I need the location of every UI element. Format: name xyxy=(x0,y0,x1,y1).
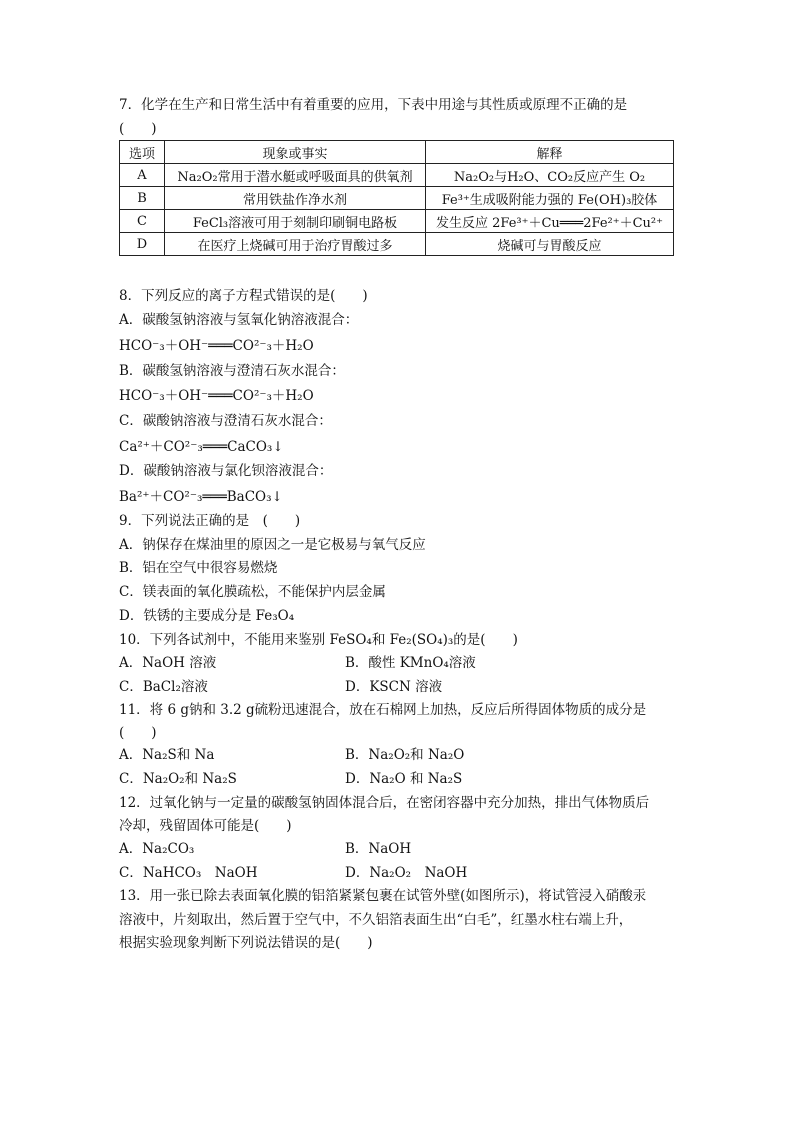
q11-stem: 11．将 6 g钠和 3.2 g硫粉迅速混合，放在石棉网上加热，反应后所得固体物质的成分是 xyxy=(119,702,647,718)
q10-option-a: A．NaOH 溶液 xyxy=(119,655,217,671)
q8-option-a-equation: HCO⁻₃＋OH⁻═══CO²⁻₃＋H₂O xyxy=(119,338,314,354)
q11-option-c: C．Na₂O₂和 Na₂S xyxy=(119,771,237,787)
q10-option-d: D．KSCN 溶液 xyxy=(345,679,443,695)
q11-option-d: D．Na₂O 和 Na₂S xyxy=(345,771,463,787)
table-cell: D xyxy=(120,233,165,256)
q9-option-d: D．铁锈的主要成分是 Fe₃O₄ xyxy=(119,608,295,624)
table-cell: Fe³⁺生成吸附能力强的 Fe(OH)₃胶体 xyxy=(426,187,674,210)
table-cell: B xyxy=(120,187,165,210)
q8-option-c: C．碳酸钠溶液与澄清石灰水混合： xyxy=(119,413,332,429)
q9-stem: 9．下列说法正确的是 ( ) xyxy=(119,513,301,529)
q11-option-b: B．Na₂O₂和 Na₂O xyxy=(345,747,465,763)
q13-stem-line3: 根据实验现象判断下列说法错误的是( ) xyxy=(119,935,373,951)
q8-option-b: B．碳酸氢钠溶液与澄清石灰水混合： xyxy=(119,363,345,379)
table-header-cell: 选项 xyxy=(120,141,165,164)
q8-option-d-equation: Ba²⁺＋CO²⁻₃═══BaCO₃↓ xyxy=(119,489,283,505)
table-cell: Na₂O₂常用于潜水艇或呼吸面具的供氧剂 xyxy=(165,164,426,187)
q12-option-a: A．Na₂CO₃ xyxy=(119,841,195,857)
q8-stem: 8．下列反应的离子方程式错误的是( ) xyxy=(119,288,368,304)
table-row xyxy=(120,233,674,256)
table-cell: 烧碱可与胃酸反应 xyxy=(426,233,674,256)
q8-option-a: A．碳酸氢钠溶液与氢氧化钠溶液混合： xyxy=(119,312,359,328)
q7-stem: 7．化学在生产和日常生活中有着重要的应用，下表中用途与其性质或原理不正确的是 xyxy=(119,97,628,113)
q10-option-c: C．BaCl₂溶液 xyxy=(119,679,208,695)
table-header-row xyxy=(120,141,674,164)
table-cell: 发生反应 2Fe³⁺＋Cu═══2Fe²⁺＋Cu²⁺ xyxy=(426,210,674,233)
q9-option-b: B．铝在空气中很容易燃烧 xyxy=(119,560,278,576)
q9-option-c: C．镁表面的氧化膜疏松，不能保护内层金属 xyxy=(119,584,386,600)
table-cell: FeCl₃溶液可用于刻制印刷铜电路板 xyxy=(165,210,426,233)
q12-stem-continued: 冷却，残留固体可能是( ) xyxy=(119,818,292,834)
table-cell: 常用铁盐作净水剂 xyxy=(165,187,426,210)
table-header-cell: 现象或事实 xyxy=(165,141,426,164)
q13-stem-line1: 13．用一张已除去表面氧化膜的铝箔紧紧包裹在试管外壁(如图所示)，将试管浸入硝酸汞 xyxy=(119,888,647,904)
q10-option-b: B．酸性 KMnO₄溶液 xyxy=(345,655,476,671)
table-row xyxy=(120,210,674,233)
q12-stem: 12．过氧化钠与一定量的碳酸氢钠固体混合后，在密闭容器中充分加热，排出气体物质后 xyxy=(119,795,650,811)
q12-option-d: D．Na₂O₂ NaOH xyxy=(345,865,468,881)
q11-option-a: A．Na₂S和 Na xyxy=(119,747,215,763)
table-cell: 在医疗上烧碱可用于治疗胃酸过多 xyxy=(165,233,426,256)
q7-table xyxy=(119,140,674,256)
q8-option-b-equation: HCO⁻₃＋OH⁻═══CO²⁻₃＋H₂O xyxy=(119,388,314,404)
q11-paren: ( ) xyxy=(119,725,157,741)
table-header-cell: 解释 xyxy=(426,141,674,164)
q9-option-a: A．钠保存在煤油里的原因之一是它极易与氧气反应 xyxy=(119,537,426,553)
table-cell: Na₂O₂与H₂O、CO₂反应产生 O₂ xyxy=(426,164,674,187)
q10-stem: 10．下列各试剂中，不能用来鉴别 FeSO₄和 Fe₂(SO₄)₃的是( ) xyxy=(119,632,518,648)
q7-paren: ( ) xyxy=(119,121,157,137)
table-row xyxy=(120,187,674,210)
q8-option-d: D．碳酸钠溶液与氯化钡溶液混合： xyxy=(119,463,333,479)
q13-stem-line2: 溶液中，片刻取出，然后置于空气中，不久铝箔表面生出“白毛”，红墨水柱右端上升， xyxy=(119,912,633,928)
table-row xyxy=(120,164,674,187)
table-cell: A xyxy=(120,164,165,187)
q8-option-c-equation: Ca²⁺＋CO²⁻₃═══CaCO₃↓ xyxy=(119,439,284,455)
table-cell: C xyxy=(120,210,165,233)
q12-option-b: B．NaOH xyxy=(345,841,412,857)
q12-option-c: C．NaHCO₃ NaOH xyxy=(119,865,258,881)
